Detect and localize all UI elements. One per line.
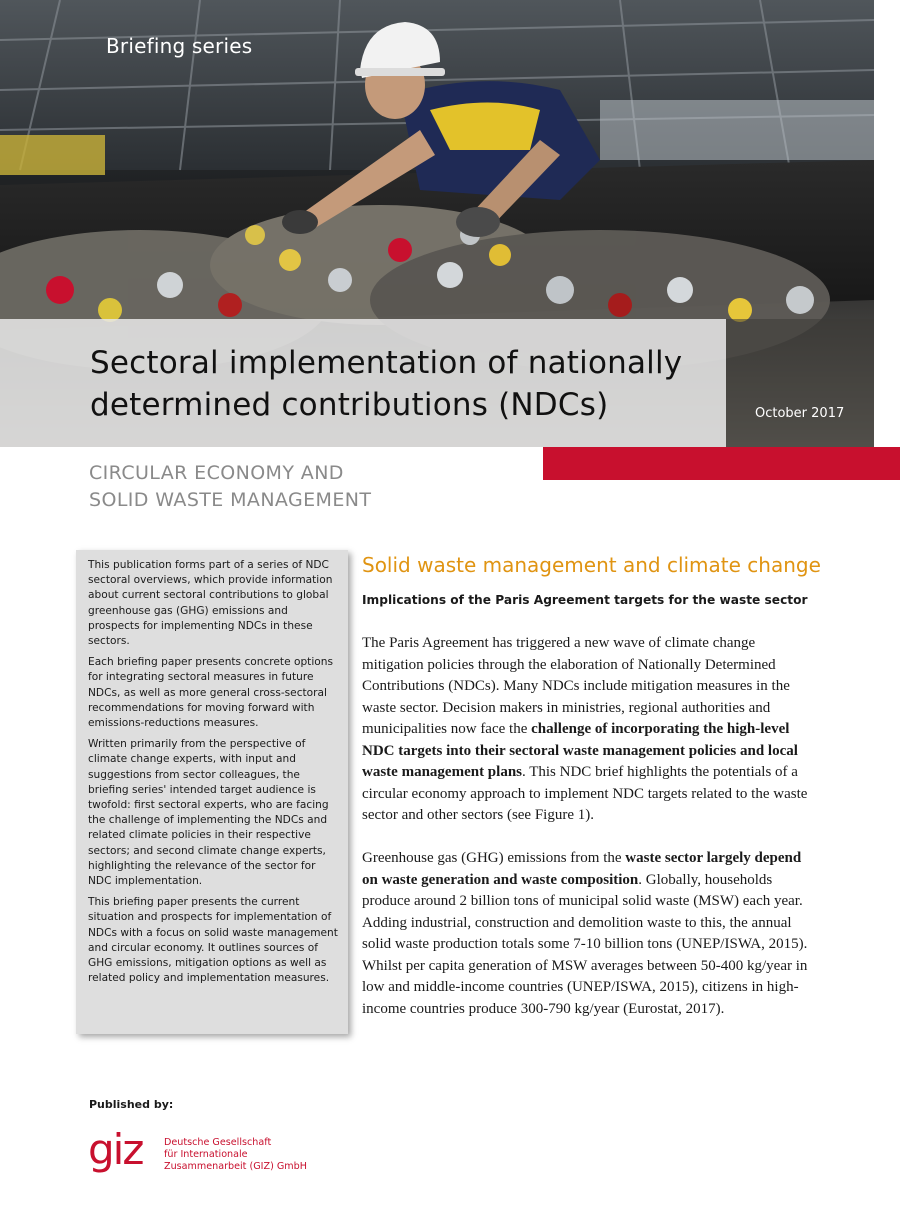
page-title-line1: Sectoral implementation of nationally	[90, 345, 683, 381]
publisher-name	[164, 1137, 307, 1173]
publication-date: October 2017	[755, 406, 845, 421]
body-paragraph-1	[362, 633, 812, 827]
giz-logo-mark	[88, 1130, 158, 1178]
publisher-name-line3: Zusammenarbeit (GIZ) GmbH	[164, 1161, 307, 1172]
sidebar-paragraph: This publication forms part of a series of NDC sectoral overviews, which provide information about current sectoral contributions to global greenhouse gas (GHG) emissions and prospects for implementing NDCs in these sectors.	[88, 559, 333, 648]
body-text-bold: challenge of incorporating the high-level NDC targets into their sectoral waste management policies and local waste management plans	[362, 721, 798, 780]
body-text-bold: waste sector largely depend on waste generation and waste composition	[362, 850, 802, 888]
body-text: Greenhouse gas (GHG) emissions from the	[362, 850, 626, 866]
body-text: The Paris Agreement has triggered a new wave of climate change mitigation policies through the elaboration of Nationally Determined Contributions (NDCs). Many NDCs include mitigation measures in the waste sector. Decision makers in ministries, regional authorities and municipalities now face the	[362, 635, 790, 737]
page-title-line2: determined contributions (NDCs)	[90, 387, 609, 423]
topic-subtitle-line2: SOLID WASTE MANAGEMENT	[89, 489, 372, 511]
sidebar-paragraph: This briefing paper presents the current situation and prospects for implementation of NDCs with a focus on solid waste management and circular economy. It outlines sources of GHG emissions, mitigation options as well as related policy and implementation measures.	[88, 896, 338, 985]
sidebar-paragraph: Written primarily from the perspective of climate change experts, with input and suggestions from sector colleagues, the briefing series' intended target audience is twofold: first sectoral experts, who are facing the challenge of implementing the NDCs and related climate policies in their respective sectors; and second climate change experts, highlighting the relevance of the sector for NDC implementation.	[88, 738, 329, 888]
publisher-name-line2: für Internationale	[164, 1149, 248, 1160]
intro-sidebar	[76, 550, 348, 1034]
giz-logo	[88, 1130, 158, 1183]
giz-logo-text: giz	[88, 1130, 143, 1174]
published-by-label: Published by:	[89, 1098, 174, 1111]
body-text: . This NDC brief highlights the potentials of a circular economy approach to implement NDC targets related to the waste sector and other sectors (see Figure 1).	[362, 764, 808, 823]
accent-bar	[543, 447, 900, 480]
series-label: Briefing series	[106, 34, 253, 58]
body-paragraph-2	[362, 848, 812, 1020]
publisher-name-line1: Deutsche Gesellschaft	[164, 1137, 272, 1148]
topic-subtitle-line1: CIRCULAR ECONOMY AND	[89, 462, 344, 484]
page-title	[90, 342, 720, 426]
section-heading: Solid waste management and climate change	[362, 553, 821, 577]
body-text: . Globally, households produce around 2 billion tons of municipal solid waste (MSW) each year. Adding industrial, construction and demolition waste to this, the annual solid waste production totals some 7-10 billion tons (UNEP/ISWA, 2015). Whilst per capita generation of MSW averages between 50-400 kg/year in low and middle-income countries (UNEP/ISWA, 2015), citizens in high-income countries produce 300-790 kg/year (Eurostat, 2017).	[362, 871, 808, 1017]
sidebar-paragraph: Each briefing paper presents concrete options for integrating sectoral measures in future NDCs, as well as more general cross-sectoral recommendations for moving forward with emissions-reductions measures.	[88, 656, 333, 730]
topic-subtitle	[89, 460, 371, 514]
date-panel	[726, 319, 874, 447]
section-subheading: Implications of the Paris Agreement targets for the waste sector	[362, 593, 808, 607]
